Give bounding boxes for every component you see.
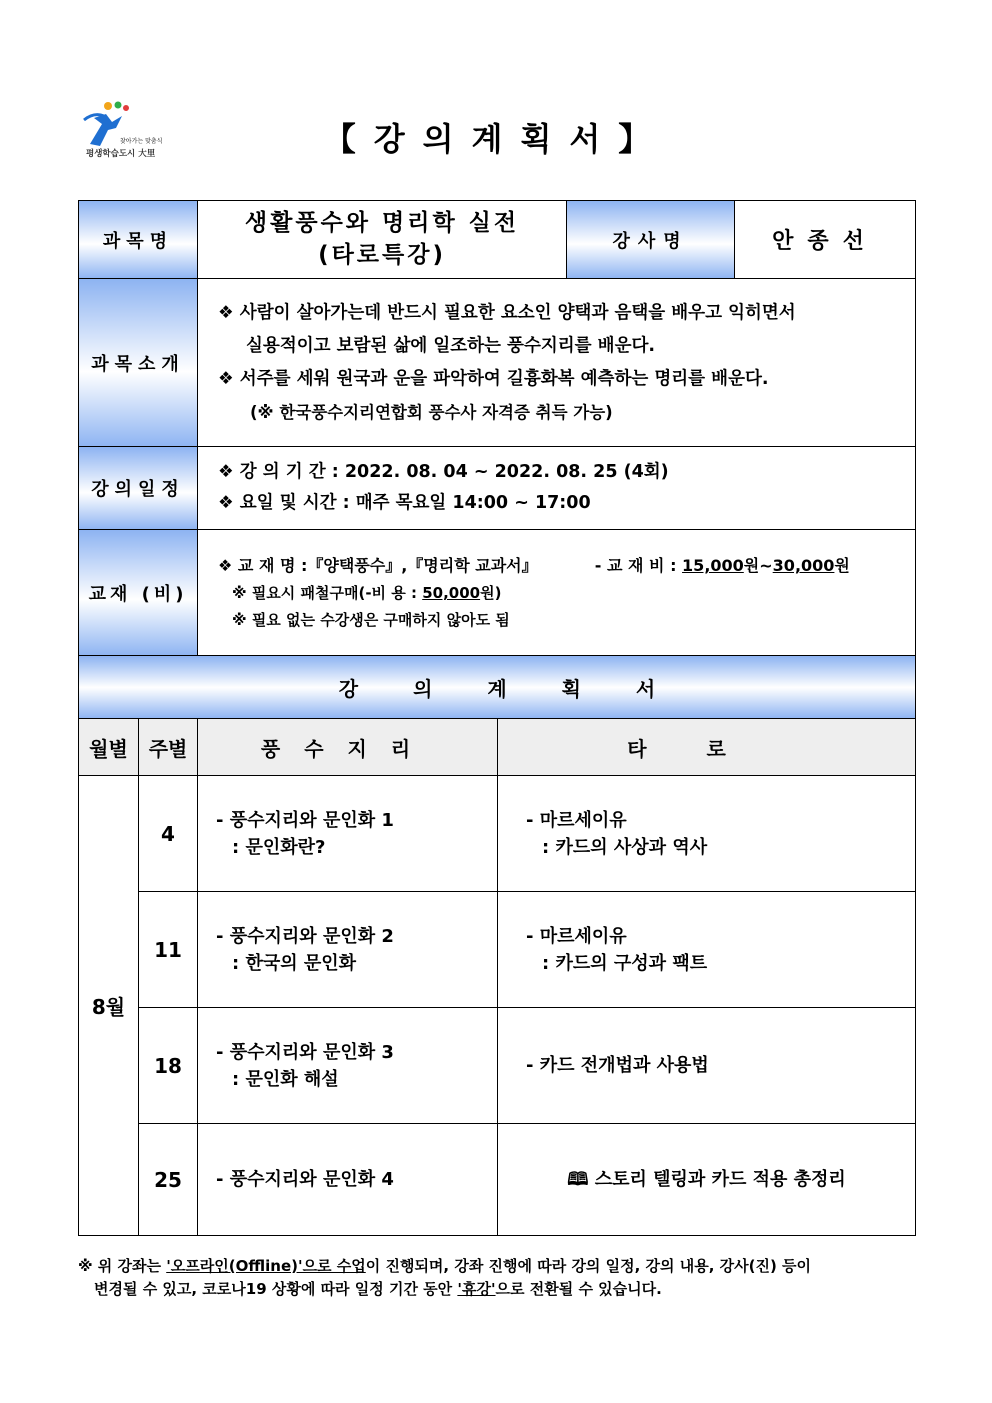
note-break: '휴강' bbox=[457, 1279, 496, 1298]
textbook-label: 교재 (비) bbox=[79, 530, 198, 656]
logo-city-name: 평생학습도시 大里 bbox=[86, 149, 156, 159]
textbook-line bbox=[218, 552, 905, 580]
table-row bbox=[79, 1124, 916, 1236]
intro-text-2: ❖ 서주를 세워 원국과 운을 파악하여 길흉화복 예측하는 명리를 배운다. bbox=[218, 369, 769, 390]
table-row bbox=[79, 776, 916, 892]
compass-note bbox=[218, 580, 905, 606]
week-number: 25 bbox=[139, 1124, 198, 1236]
tarot-title: - 마르세이유 bbox=[526, 809, 627, 831]
tarot-topic bbox=[498, 892, 916, 1008]
schedule-label: 강의일정 bbox=[79, 447, 198, 530]
schedule-period: ❖ 강 의 기 간 : 2022. 08. 04 ~ 2022. 08. 25 (4회) bbox=[218, 461, 669, 482]
plan-banner: 강 의 계 획 서 bbox=[79, 656, 916, 719]
subject-line-1: 생활풍수와 명리학 실전 bbox=[244, 210, 520, 237]
fengshui-title: - 풍수지리와 문인화 1 bbox=[216, 809, 394, 831]
textbook-fee-high: 30,000 bbox=[772, 556, 835, 576]
intro-text-1a: ❖ 사람이 살아가는데 반드시 필요한 요소인 양택과 음택을 배우고 익히면서 bbox=[218, 302, 796, 323]
fengshui-title: - 풍수지리와 문인화 4 bbox=[216, 1169, 394, 1190]
tarot-topic bbox=[498, 776, 916, 892]
col-header-fengshui: 풍수지리 bbox=[198, 719, 498, 776]
subject-line-2: (타로특강) bbox=[318, 241, 446, 268]
fengshui-title: - 풍수지리와 문인화 2 bbox=[216, 925, 394, 947]
textbook-names: ❖ 교 재 명 :『양택풍수』,『명리학 교과서』 bbox=[218, 556, 538, 576]
tarot-topic bbox=[498, 1124, 916, 1236]
month-cell: 8월 bbox=[79, 776, 139, 1236]
fengshui-topic bbox=[198, 1124, 498, 1236]
fengshui-subtitle: : 한국의 문인화 bbox=[232, 952, 357, 974]
textbook-fee-mid: 원~ bbox=[743, 556, 773, 576]
col-header-tarot: 타로 bbox=[498, 719, 916, 776]
note-text: 변경될 수 있고, 코로나19 상황에 따라 일정 기간 동안 bbox=[94, 1279, 458, 1298]
subject-name bbox=[198, 201, 567, 279]
week-number: 11 bbox=[139, 892, 198, 1008]
logo-tagline: 찾아가는 맞춤식 bbox=[120, 138, 163, 145]
compass-note-amount: 50,000 bbox=[422, 584, 481, 603]
compass-note-suffix: 원) bbox=[480, 584, 502, 603]
fengshui-topic bbox=[198, 776, 498, 892]
tarot-title: - 마르세이유 bbox=[526, 925, 627, 947]
optional-purchase-note: ※ 필요 없는 수강생은 구매하지 않아도 됨 bbox=[232, 610, 510, 629]
teacher-label: 강사명 bbox=[567, 201, 735, 279]
plan-banner-row bbox=[79, 656, 916, 719]
tarot-subtitle: : 카드의 구성과 팩트 bbox=[542, 952, 708, 974]
textbook-content bbox=[198, 530, 916, 656]
schedule-row bbox=[79, 447, 916, 530]
intro-content bbox=[198, 279, 916, 447]
tarot-title: - 카드 전개법과 사용법 bbox=[526, 1055, 709, 1076]
footer-note-line-1 bbox=[78, 1255, 908, 1278]
col-header-month: 월별 bbox=[79, 719, 139, 776]
note-text: 이 진행되며, 강좌 진행에 따라 강의 일정, 강의 내용, 강사(진) 등이 bbox=[365, 1257, 812, 1275]
plan-header-row bbox=[79, 719, 916, 776]
teacher-name: 안종선 bbox=[735, 201, 916, 279]
week-number: 4 bbox=[139, 776, 198, 892]
textbook-fee-suffix: 원 bbox=[834, 556, 850, 576]
intro-label: 과목소개 bbox=[79, 279, 198, 447]
table-row bbox=[79, 1008, 916, 1124]
subject-row bbox=[79, 201, 916, 279]
compass-note-prefix: ※ 필요시 패철구매(-비 용 : bbox=[232, 584, 423, 603]
intro-row bbox=[79, 279, 916, 447]
schedule-content bbox=[198, 447, 916, 530]
footer-note-line-2 bbox=[78, 1278, 908, 1301]
tarot-topic bbox=[498, 1008, 916, 1124]
fengshui-title: - 풍수지리와 문인화 3 bbox=[216, 1041, 394, 1063]
lecture-plan-table bbox=[78, 200, 916, 1236]
textbook-fee-prefix: - 교 재 비 : bbox=[594, 556, 683, 576]
subject-label: 과목명 bbox=[79, 201, 198, 279]
textbook-row bbox=[79, 530, 916, 656]
note-offline: '오프라인(Offline)'으로 수업 bbox=[166, 1257, 366, 1275]
tarot-subtitle: : 카드의 사상과 역사 bbox=[542, 836, 708, 858]
textbook-fee-low: 15,000 bbox=[682, 556, 744, 576]
col-header-week: 주별 bbox=[139, 719, 198, 776]
page-title: 【강의계획서】 bbox=[323, 120, 669, 158]
week-number: 18 bbox=[139, 1008, 198, 1124]
table-row bbox=[79, 892, 916, 1008]
intro-text-1b: 실용적이고 보람된 삶에 일조하는 풍수지리를 배운다. bbox=[246, 336, 656, 357]
note-text: 으로 전환될 수 있습니다. bbox=[495, 1279, 662, 1298]
fengshui-subtitle: : 문인화란? bbox=[232, 836, 326, 858]
intro-text-3: (※ 한국풍수지리연합회 풍수사 자격증 취득 가능) bbox=[250, 402, 613, 422]
footer-note bbox=[78, 1255, 908, 1300]
note-text: ※ 위 강좌는 bbox=[78, 1257, 167, 1275]
fengshui-topic bbox=[198, 1008, 498, 1124]
fengshui-topic bbox=[198, 892, 498, 1008]
fengshui-subtitle: : 문인화 해설 bbox=[232, 1068, 339, 1090]
tarot-title: 🕮 스토리 텔링과 카드 적용 총정리 bbox=[567, 1169, 846, 1190]
schedule-time: ❖ 요일 및 시간 : 매주 목요일 14:00 ~ 17:00 bbox=[218, 493, 591, 513]
